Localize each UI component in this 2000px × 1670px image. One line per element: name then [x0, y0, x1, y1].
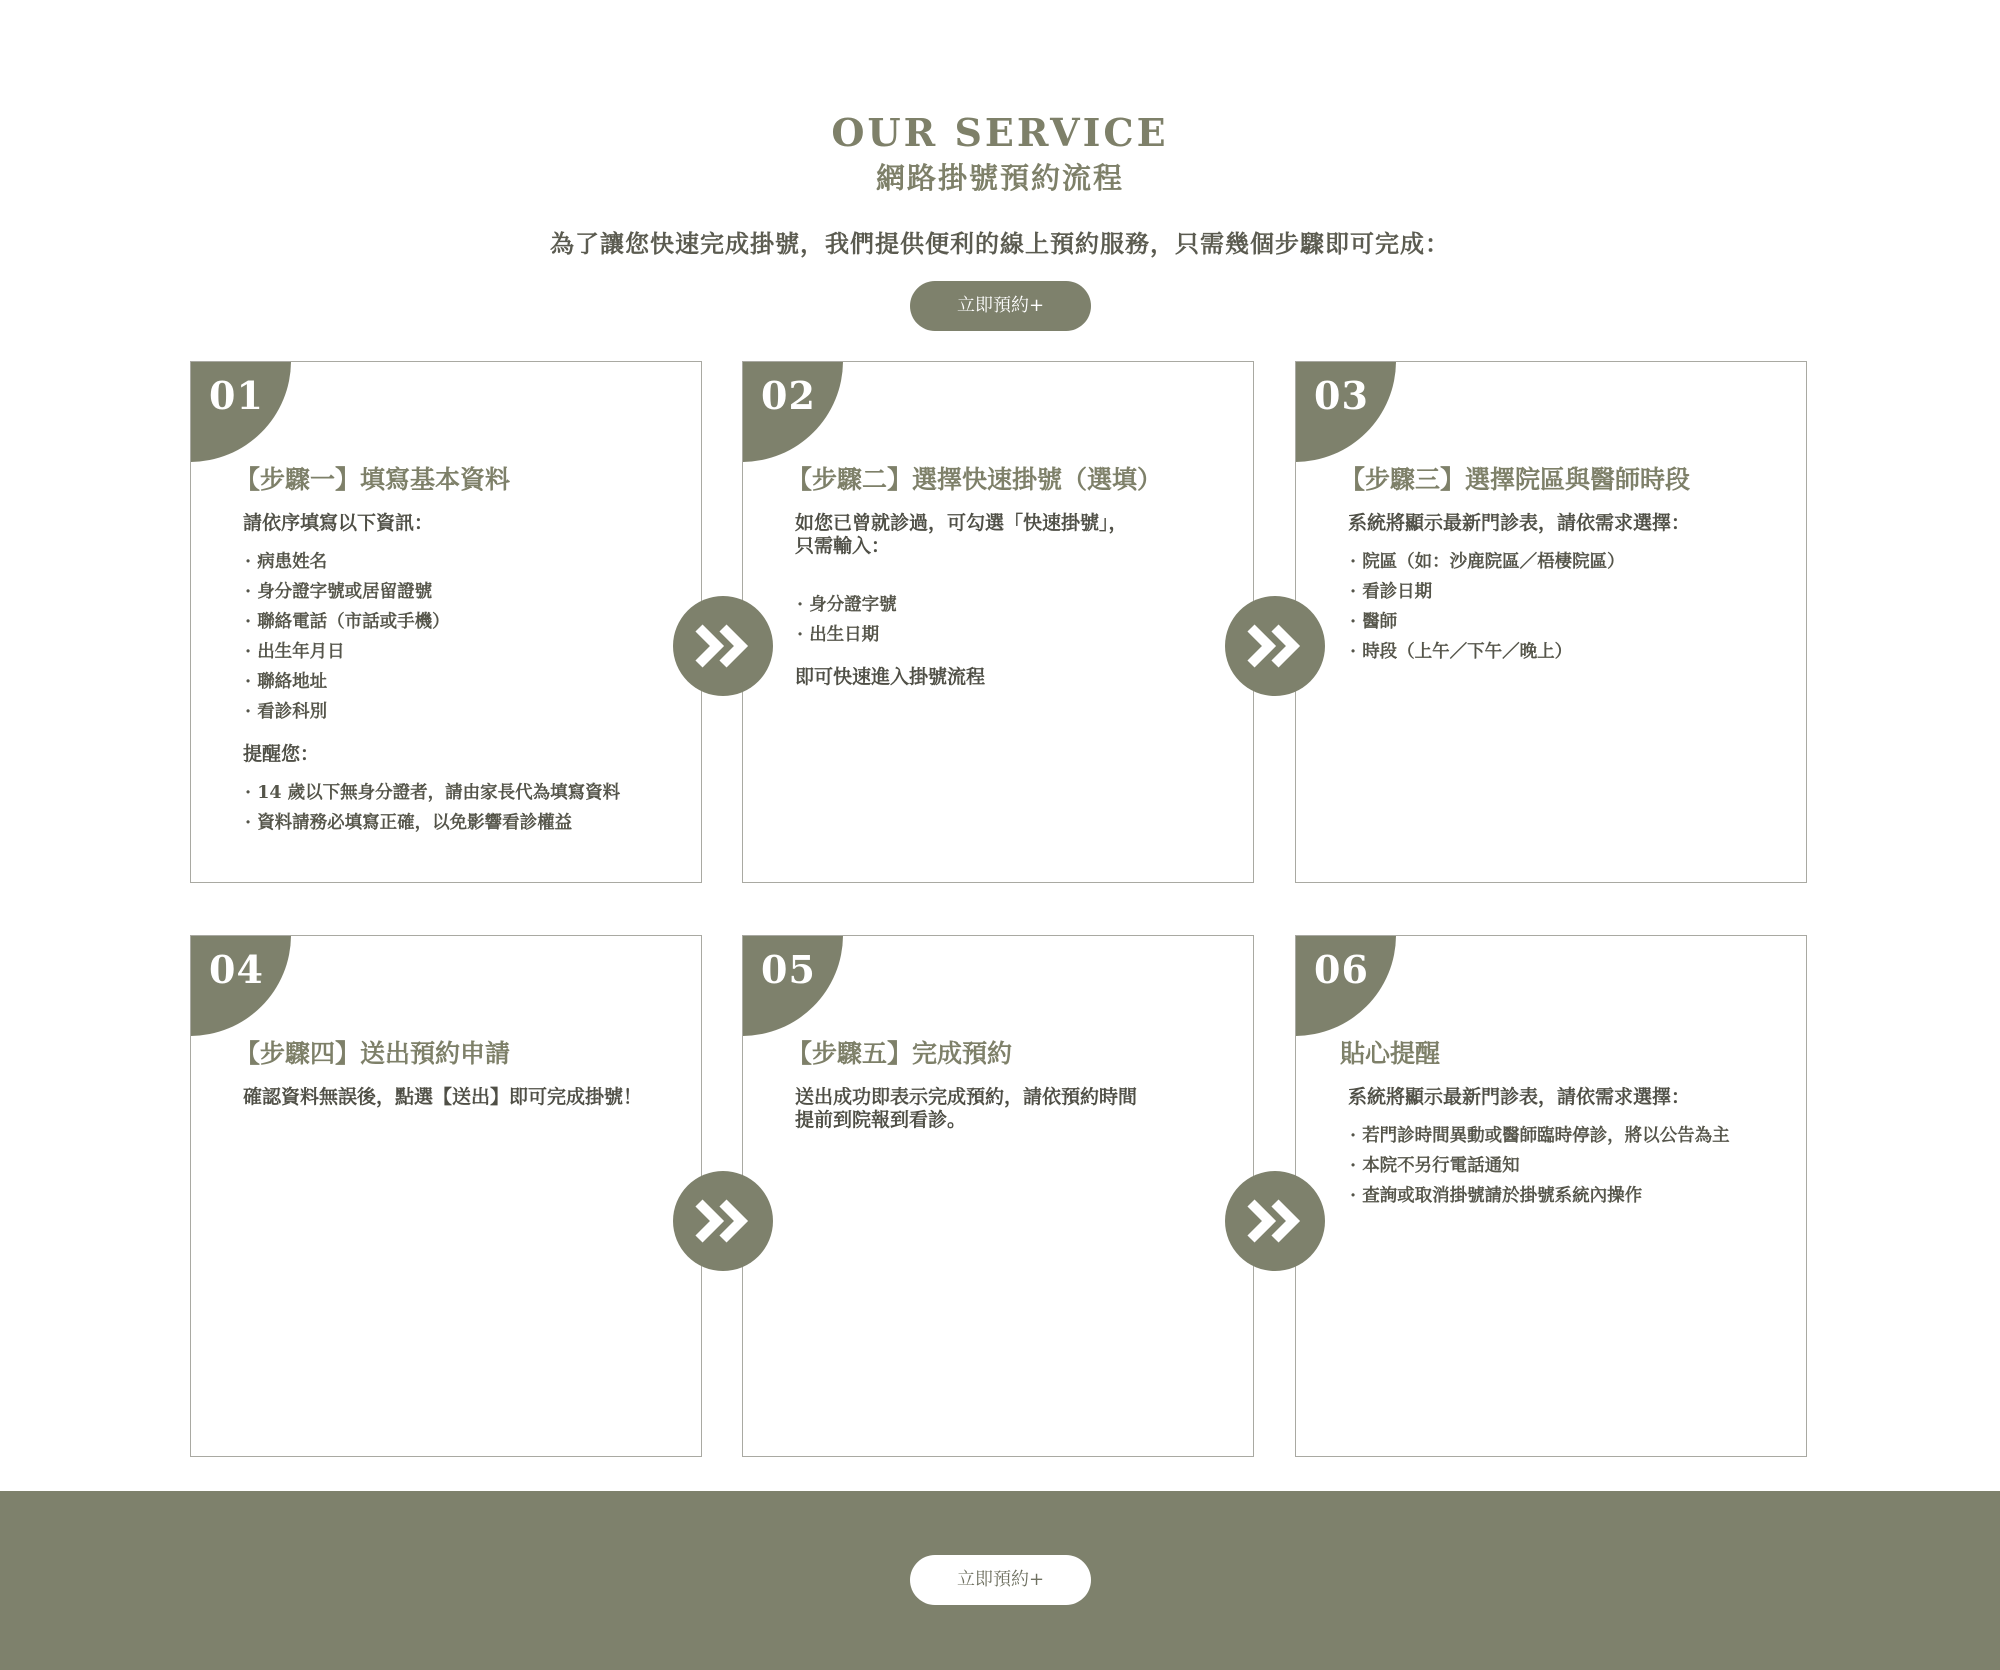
double-chevron-right-icon — [1245, 624, 1305, 668]
step-number: 04 — [209, 947, 264, 992]
step-title: 【步驟五】完成預約 — [787, 1039, 1013, 1068]
list-item: · 身分證字號 — [795, 590, 1233, 620]
step-body — [243, 1086, 681, 1121]
step-title: 【步驟三】選擇院區與醫師時段 — [1340, 465, 1691, 494]
step-card-5 — [742, 935, 1254, 1457]
step-body — [795, 512, 1233, 701]
step-intro: 送出成功即表示完成預約，請依預約時間 — [795, 1086, 1138, 1108]
list-item: · 身分證字號或居留證號 — [243, 577, 681, 607]
step-list — [795, 590, 1233, 650]
step-body — [243, 512, 681, 854]
step-intro: 確認資料無誤後，點選【送出】即可完成掛號！ — [243, 1086, 643, 1108]
book-now-button-top[interactable]: 立即預約+ — [910, 281, 1091, 331]
step-badge — [742, 935, 843, 1036]
list-item: · 出生日期 — [795, 620, 1233, 650]
step-body — [1348, 512, 1786, 683]
step-intro: 如您已曾就診過，可勾選「快速掛號」， — [795, 512, 1128, 534]
next-step-arrow-4[interactable] — [1225, 1171, 1325, 1271]
step-card-1 — [190, 361, 702, 883]
list-item: · 聯絡電話（市話或手機） — [243, 607, 681, 637]
step-badge — [1295, 361, 1396, 462]
list-item: · 本院不另行電話通知 — [1348, 1151, 1786, 1181]
next-step-arrow-3[interactable] — [673, 1171, 773, 1271]
double-chevron-right-icon — [1245, 1199, 1305, 1243]
step-card-6 — [1295, 935, 1807, 1457]
list-item: · 出生年月日 — [243, 637, 681, 667]
section-heading-en: OUR SERVICE — [831, 110, 1169, 155]
list-item: · 醫師 — [1348, 607, 1786, 637]
step-intro: 請依序填寫以下資訊： — [243, 512, 434, 534]
next-step-arrow-2[interactable] — [1225, 596, 1325, 696]
next-step-arrow-1[interactable] — [673, 596, 773, 696]
step-title: 貼心提醒 — [1340, 1039, 1441, 1068]
book-now-button-bottom[interactable]: 立即預約+ — [910, 1555, 1091, 1605]
step-footer: 即可快速進入掛號流程 — [795, 666, 986, 688]
list-item: · 看診日期 — [1348, 577, 1786, 607]
step-intro: 提前到院報到看診。 — [795, 1109, 967, 1131]
step-body — [1348, 1086, 1786, 1227]
step-list — [1348, 547, 1786, 667]
double-chevron-right-icon — [693, 1199, 753, 1243]
note-title: 提醒您： — [243, 743, 320, 765]
step-title: 【步驟二】選擇快速掛號（選填） — [787, 465, 1163, 494]
list-item: · 14 歲以下無身分證者，請由家長代為填寫資料 — [243, 778, 681, 808]
step-badge — [1295, 935, 1396, 1036]
note-list — [243, 778, 681, 838]
step-number: 05 — [761, 947, 816, 992]
footer-band — [0, 1491, 2000, 1670]
step-intro: 只需輸入： — [795, 535, 891, 557]
step-number: 03 — [1314, 373, 1369, 418]
step-list — [1348, 1121, 1786, 1211]
step-badge — [742, 361, 843, 462]
step-badge — [190, 935, 291, 1036]
step-intro: 系統將顯示最新門診表，請依需求選擇： — [1348, 1086, 1691, 1108]
list-item: · 時段（上午／下午／晚上） — [1348, 637, 1786, 667]
step-number: 01 — [209, 373, 264, 418]
step-card-2 — [742, 361, 1254, 883]
list-item: · 院區（如：沙鹿院區／梧棲院區） — [1348, 547, 1786, 577]
step-badge — [190, 361, 291, 462]
step-card-3 — [1295, 361, 1807, 883]
list-item: · 查詢或取消掛號請於掛號系統內操作 — [1348, 1181, 1786, 1211]
step-number: 06 — [1314, 947, 1369, 992]
step-title: 【步驟四】送出預約申請 — [235, 1039, 511, 1068]
step-intro: 系統將顯示最新門診表，請依需求選擇： — [1348, 512, 1691, 534]
step-card-4 — [190, 935, 702, 1457]
double-chevron-right-icon — [693, 624, 753, 668]
list-item: · 若門診時間異動或醫師臨時停診，將以公告為主 — [1348, 1121, 1786, 1151]
list-item: · 病患姓名 — [243, 547, 681, 577]
step-title: 【步驟一】填寫基本資料 — [235, 465, 511, 494]
list-item: · 聯絡地址 — [243, 667, 681, 697]
list-item: · 資料請務必填寫正確，以免影響看診權益 — [243, 808, 681, 838]
step-list — [243, 547, 681, 727]
intro-text: 為了讓您快速完成掛號，我們提供便利的線上預約服務，只需幾個步驟即可完成： — [550, 229, 1450, 258]
section-heading-zh: 網路掛號預約流程 — [875, 161, 1124, 195]
step-body — [795, 1086, 1233, 1144]
step-number: 02 — [761, 373, 816, 418]
list-item: · 看診科別 — [243, 697, 681, 727]
